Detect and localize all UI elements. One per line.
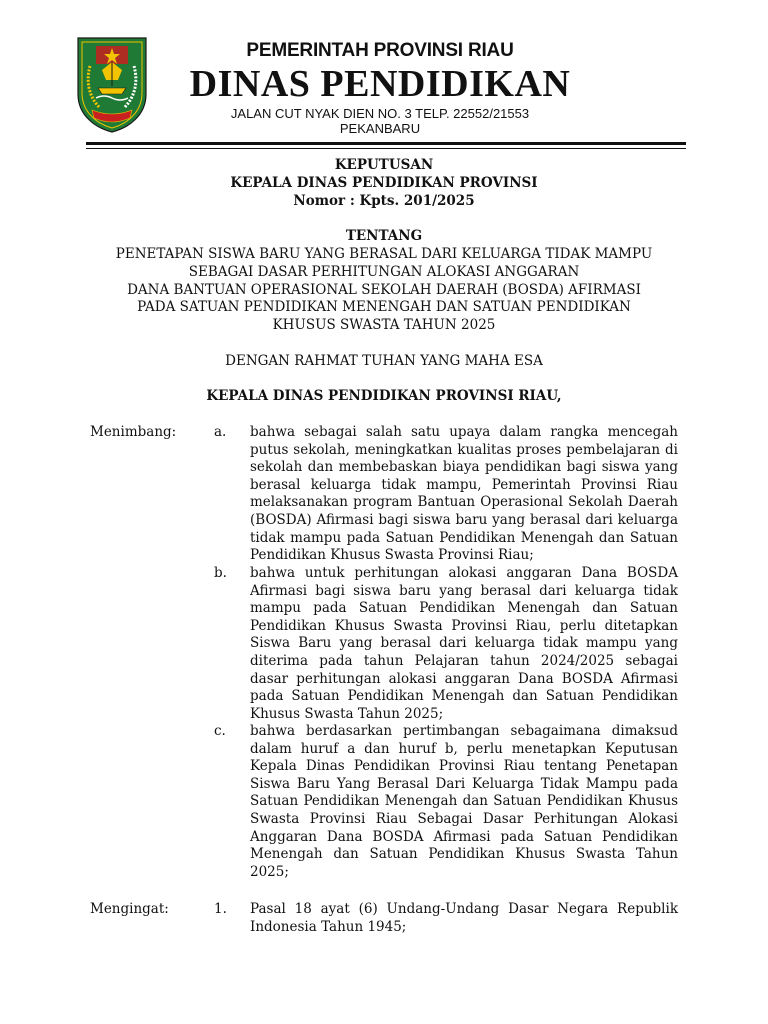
list-marker: b. — [214, 565, 227, 581]
decree-subject-line: PENETAPAN SISWA BARU YANG BERASAL DARI KELUARGA TIDAK MAMPU — [115, 246, 653, 262]
office-city: PEKANBARU — [339, 121, 421, 136]
invocation: DENGAN RAHMAT TUHAN YANG MAHA ESA — [225, 353, 543, 369]
decree-about: TENTANG — [345, 228, 423, 244]
list-marker: a. — [214, 424, 227, 440]
decree-subject-line: KHUSUS SWASTA TAHUN 2025 — [272, 317, 496, 333]
legal-basis-item: Pasal 18 ayat (6) Undang-Undang Dasar Negara Republik Indonesia Tahun 1945; — [250, 901, 678, 935]
decree-subject-line: PADA SATUAN PENDIDIKAN MENENGAH DAN SATUAN PENDIDIKAN — [137, 299, 631, 315]
decree-type: KEPUTUSAN — [334, 157, 434, 173]
consideration-item: bahwa berdasarkan pertimbangan sebagaimana dimaksud dalam huruf a dan huruf b, perlu menetapkan Keputusan Kepala Dinas Pendidikan Provinsi Riau tentang Penetapan Siswa Baru Yang Berasal Dari Keluarga Tidak Mampu pada Satuan Pendidikan Menengah dan Satuan Pendidikan Khusus Swasta Provinsi Riau Sebagai Dasar Perhitungan Alokasi Anggaran Dana BOSDA Afirmasi pada Satuan Pendidikan Menengah dan Satuan Pendidikan Khusus Swasta Tahun 2025; — [250, 723, 678, 880]
office-address: JALAN CUT NYAK DIEN NO. 3 TELP. 22552/21553 — [230, 106, 530, 121]
decree-issuer: KEPALA DINAS PENDIDIKAN PROVINSI — [230, 175, 538, 191]
section-label-menimbang: Menimbang: — [90, 424, 177, 440]
decree-subject-line: DANA BANTUAN OPERASIONAL SEKOLAH DAERAH (BOSDA) AFIRMASI — [127, 282, 641, 298]
list-marker: 1. — [214, 901, 227, 917]
consideration-item: bahwa sebagai salah satu upaya dalam rangka mencegah putus sekolah, meningkatkan kualitas proses pembelajaran di sekolah dan membebaskan biaya pendidikan bagi siswa yang berasal keluarga tidak mampu, Pemerintah Provinsi Riau melaksanakan program Bantuan Operasional Sekolah Daerah (BOSDA) Afirmasi bagi siswa baru yang berasal dari keluarga tidak mampu pada Satuan Pendidikan Menengah dan Satuan Pendidikan Khusus Swasta Provinsi Riau; — [250, 424, 678, 564]
section-label-mengingat: Mengingat: — [90, 901, 169, 917]
office-name: DINAS PENDIDIKAN — [189, 63, 571, 105]
letterhead-rule-thin — [86, 148, 686, 149]
letterhead-rule-thick — [86, 142, 686, 145]
list-marker: c. — [214, 723, 226, 739]
riau-province-emblem-logo — [76, 36, 148, 134]
government-name: PEMERINTAH PROVINSI RIAU — [246, 40, 514, 61]
decree-number: Nomor : Kpts. 201/2025 — [293, 193, 475, 209]
issuing-official: KEPALA DINAS PENDIDIKAN PROVINSI RIAU, — [206, 388, 562, 404]
decree-subject-line: SEBAGAI DASAR PERHITUNGAN ALOKASI ANGGARAN — [188, 264, 580, 280]
consideration-item: bahwa untuk perhitungan alokasi anggaran Dana BOSDA Afirmasi bagi siswa baru yang berasal dari keluarga tidak mampu pada Satuan Pendidikan Menengah dan Satuan Pendidikan Khusus Swasta Provinsi Riau, perlu ditetapkan Siswa Baru yang berasal dari keluarga tidak mampu yang diterima pada tahun Pelajaran tahun 2024/2025 sebagai dasar perhitungan alokasi anggaran Dana BOSDA Afirmasi pada Satuan Pendidikan Menengah dan Satuan Pendidikan Khusus Swasta Tahun 2025; — [250, 565, 678, 722]
